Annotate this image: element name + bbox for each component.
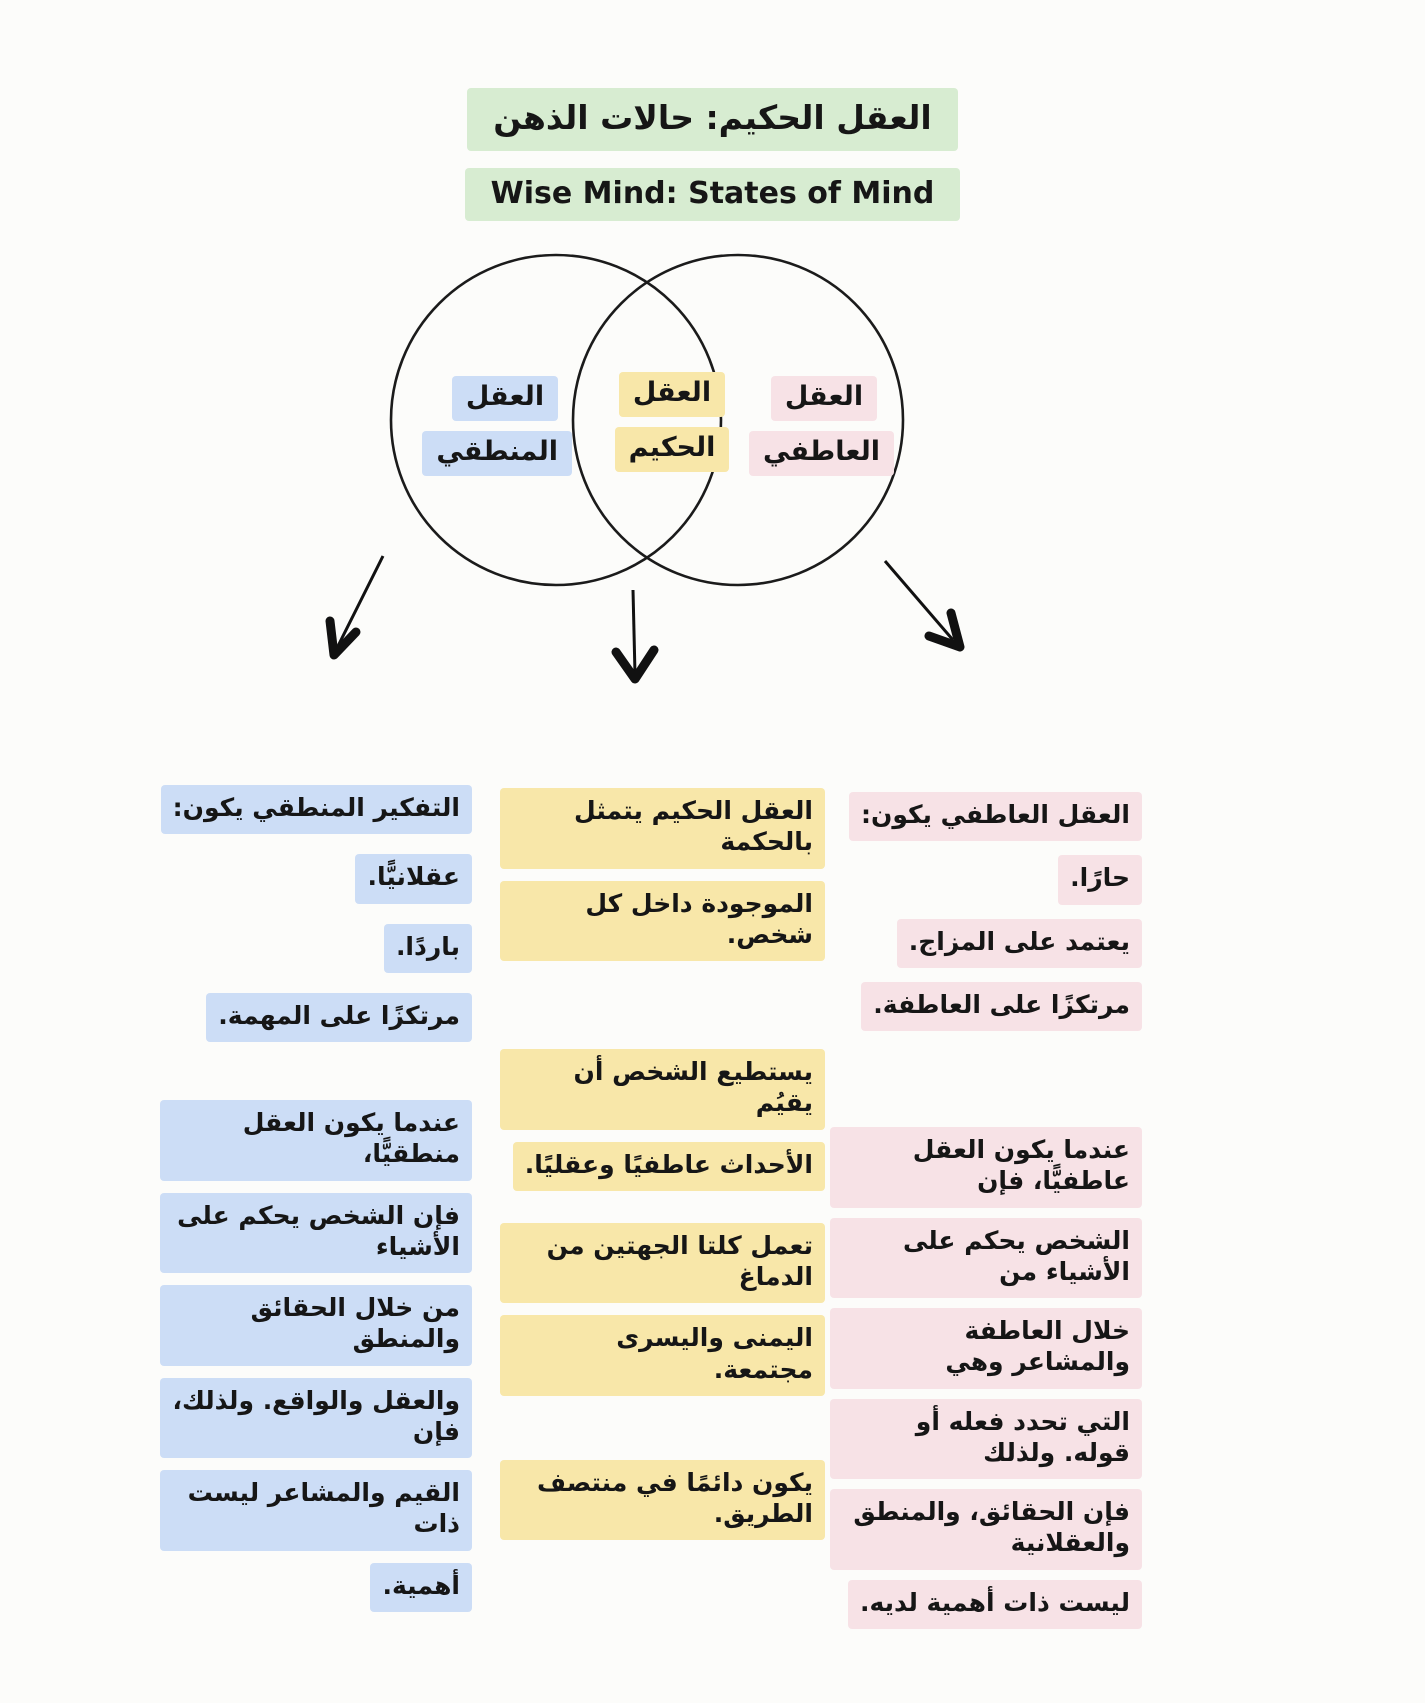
logical-list-line-2: عقلانيًّا. [355, 854, 472, 903]
logical-paragraph-line-4: والعقل والواقع. ولذلك، فإن [160, 1378, 472, 1459]
logical-paragraph-line-3: من خلال الحقائق والمنطق [160, 1285, 472, 1366]
emotional-paragraph-line-5: فإن الحقائق، والمنطق والعقلانية [830, 1489, 1142, 1570]
emotional-paragraph-line-4: التي تحدد فعله أو قوله. ولذلك [830, 1399, 1142, 1480]
paragraph-line [500, 1223, 825, 1304]
paragraph-line [500, 1460, 825, 1541]
paragraph-line [500, 1142, 825, 1191]
paragraph-line [500, 788, 825, 869]
logical-mind-list [160, 785, 472, 1042]
page-title-english-row [0, 168, 1425, 221]
paragraph-line [160, 1193, 472, 1274]
logical-paragraph-line-2: فإن الشخص يحكم على الأشياء [160, 1193, 472, 1274]
logical-paragraph-line-6: أهمية. [370, 1563, 472, 1612]
wise-block2-line-2: الأحداث عاطفيًا وعقليًا. [513, 1142, 825, 1191]
emotional-mind-paragraph [830, 1127, 1142, 1629]
paragraph-line [500, 1315, 825, 1396]
emotional-paragraph-line-1: عندما يكون العقل عاطفيًّا، فإن [830, 1127, 1142, 1208]
paragraph-line [830, 1399, 1142, 1480]
wise-mind-block-2 [500, 1049, 825, 1191]
list-item [830, 919, 1142, 968]
paragraph-line [830, 1489, 1142, 1570]
page-title-arabic-row [0, 88, 1425, 151]
venn-label-logical-line1: العقل [452, 376, 558, 421]
list-item [160, 993, 472, 1042]
wise-block3-line-1: تعمل كلتا الجهتين من الدماغ [500, 1223, 825, 1304]
paragraph-line [160, 1470, 472, 1551]
list-item [830, 855, 1142, 904]
venn-label-logical-line2: المنطقي [422, 431, 572, 476]
list-item [830, 792, 1142, 841]
paragraph-line [160, 1378, 472, 1459]
emotional-paragraph-line-3: خلال العاطفة والمشاعر وهي [830, 1308, 1142, 1389]
logical-list-line-4: مرتكزًا على المهمة. [206, 993, 472, 1042]
wise-mind-block-4 [500, 1460, 825, 1541]
emotional-paragraph-line-6: ليست ذات أهمية لديه. [848, 1580, 1142, 1629]
venn-label-logical-mind [438, 376, 572, 486]
emotional-list-line-3: يعتمد على المزاج. [897, 919, 1142, 968]
emotional-paragraph-line-2: الشخص يحكم على الأشياء من [830, 1218, 1142, 1299]
logical-mind-paragraph [160, 1100, 472, 1612]
list-item [160, 854, 472, 903]
paragraph-line [830, 1218, 1142, 1299]
logical-paragraph-line-1: عندما يكون العقل منطقيًّا، [160, 1100, 472, 1181]
emotional-list-line-2: حارًا. [1058, 855, 1142, 904]
wise-mind-block-1 [500, 788, 825, 961]
paragraph-line [160, 1563, 472, 1612]
left-arrow-icon [330, 556, 383, 655]
wise-block3-line-2: اليمنى واليسرى مجتمعة. [500, 1315, 825, 1396]
middle-arrow-icon [616, 590, 654, 679]
page-title-arabic: العقل الحكيم: حالات الذهن [467, 88, 957, 151]
wise-block1-line-2: الموجودة داخل كل شخص. [500, 881, 825, 962]
paragraph-line [160, 1100, 472, 1181]
emotional-mind-column [830, 792, 1142, 1639]
paragraph-line [500, 1049, 825, 1130]
emotional-list-line-4: مرتكزًا على العاطفة. [861, 982, 1142, 1031]
wise-block1-line-1: العقل الحكيم يتمثل بالحكمة [500, 788, 825, 869]
venn-label-wise-line2: الحكيم [615, 427, 730, 472]
paragraph-line [830, 1308, 1142, 1389]
paragraph-line [830, 1580, 1142, 1629]
logical-list-line-3: باردًا. [384, 924, 472, 973]
logical-list-line-1: التفكير المنطقي يكون: [161, 785, 472, 834]
emotional-mind-list [830, 792, 1142, 1031]
venn-label-emotional-mind [754, 376, 894, 486]
venn-label-emotional-line2: العاطفي [749, 431, 894, 476]
paragraph-line [830, 1127, 1142, 1208]
paragraph-line [160, 1285, 472, 1366]
emotional-list-line-1: العقل العاطفي يكون: [849, 792, 1142, 841]
paragraph-line [500, 881, 825, 962]
page-title-english: Wise Mind: States of Mind [465, 168, 961, 221]
wise-mind-block-3 [500, 1223, 825, 1396]
right-arrow-icon [885, 561, 960, 647]
list-item [160, 785, 472, 834]
list-item [830, 982, 1142, 1031]
wise-block4-line-1: يكون دائمًا في منتصف الطريق. [500, 1460, 825, 1541]
venn-label-wise-mind [610, 372, 734, 482]
wise-mind-column [500, 788, 825, 1552]
venn-label-emotional-line1: العقل [771, 376, 877, 421]
venn-label-wise-line1: العقل [619, 372, 725, 417]
wise-block2-line-1: يستطيع الشخص أن يقيُم [500, 1049, 825, 1130]
logical-mind-column [160, 785, 472, 1624]
logical-paragraph-line-5: القيم والمشاعر ليست ذات [160, 1470, 472, 1551]
list-item [160, 924, 472, 973]
